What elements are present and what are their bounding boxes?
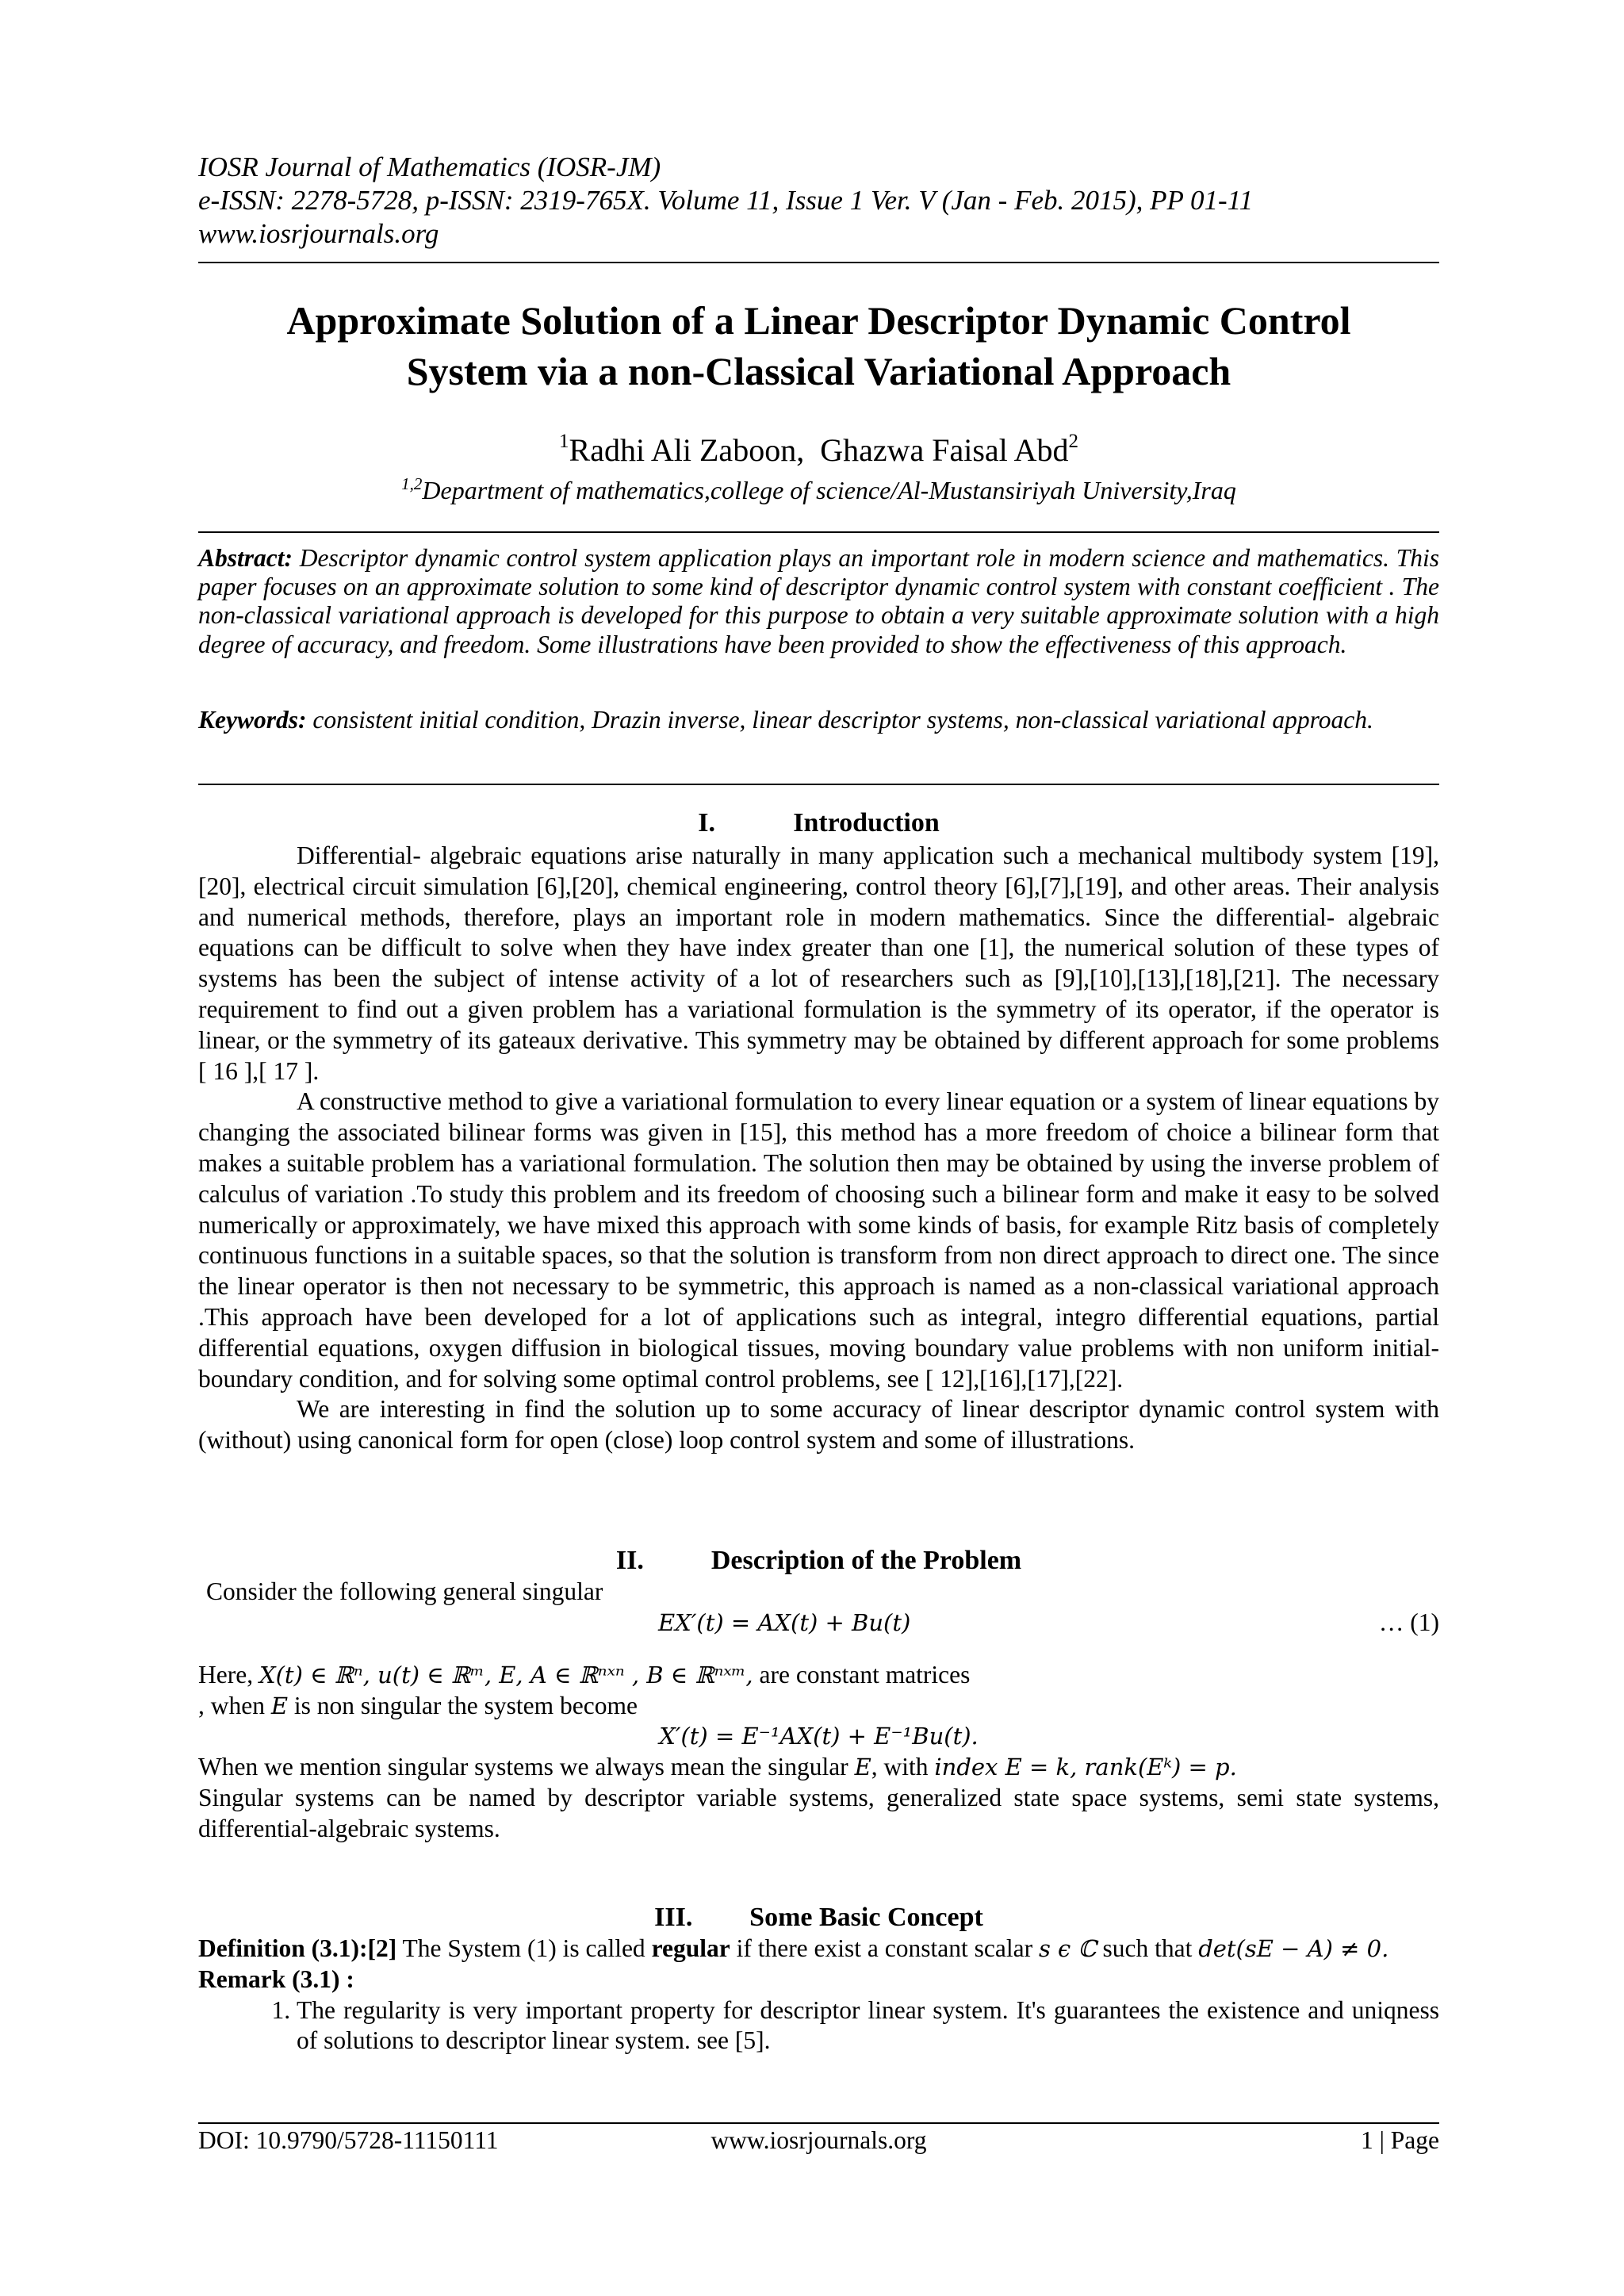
affiliation-sup: 1,2 [401,474,423,493]
keywords-text: consistent initial condition, Drazin inverse, linear descriptor systems, non-classical variational approach. [312,706,1373,734]
author-1: Radhi Ali Zaboon, [569,432,805,468]
section-2-number: II. [615,1546,644,1575]
keywords [198,706,1439,734]
definition-text-3: such that [1102,1934,1193,1962]
equation-2: X′(t) = E⁻¹AX(t) + E⁻¹Bu(t). [659,1723,979,1750]
abstract-bottom-rule [198,784,1439,785]
footer-doi: DOI: 10.9790/5728-11150111 [198,2126,499,2154]
mention-index-rank: index E = k, rank(Eᵏ) = p. [934,1754,1237,1781]
footer-rule [198,2122,1439,2124]
remark-item: 1. The regularity is very important property for descriptor linear system. It's guarantees the existence and uniqness of solutions to descriptor linear system. see [5]. [297,1995,1439,2057]
abstract-label: Abstract: [198,544,293,572]
section-1-title: Introduction [793,808,940,838]
header-rule [198,262,1439,263]
abstract-text: Descriptor dynamic control system application plays an important role in modern science and mathematics. This paper focuses on an approximate solution to some kind of descriptor dynamic control system with constant coefficient . The non-classical variational approach is developed for this purpose to obtain a very suitable approximate solution with a high degree of accuracy, and freedom. Some illustrations have been provided to show the effectiveness of this approach. [198,544,1440,658]
remark-label: Remark (3.1) : [198,1964,354,1993]
section-3-number: III. [654,1903,693,1932]
issn-line: e-ISSN: 2278-5728, p-ISSN: 2319-765X. Volume 11, Issue 1 Ver. V (Jan - Feb. 2015), PP 01-11 [198,185,1254,216]
abstract [198,544,1439,659]
footer-website: www.iosrjournals.org [710,2126,927,2154]
definition-text-2: if there exist a constant scalar [736,1934,1033,1962]
title-line-2: System via a non-Classical Variational Approach [406,349,1231,393]
intro-paragraph-3: We are interesting in find the solution up to some accuracy of linear descriptor dynamic control system with (without) using canonical form for open (close) loop control system and some of illustrations. [198,1395,1439,1455]
running-header [198,151,1439,251]
journal-name: IOSR Journal of Mathematics (IOSR-JM) [198,151,661,182]
definition-text-1: The System (1) is called [402,1934,645,1962]
definition-label: Definition (3.1):[2] [198,1934,397,1962]
here-suffix: are constant matrices [759,1660,971,1688]
when-line [198,1691,1439,1722]
author2-sup: 2 [1068,431,1078,452]
when-suffix: is non singular the system become [293,1691,638,1719]
introduction-body [198,841,1439,1456]
equation-2-row [198,1721,1439,1752]
basic-concept-body [198,1934,1439,2056]
mention-mid: , with [871,1753,929,1781]
equation-1-number: … (1) [1378,1608,1439,1636]
equation-1: EX′(t) = AX(t) + Bu(t) [658,1608,911,1636]
footer-page-number: 1 | Page [1360,2126,1439,2154]
here-math: X(t) ∈ ℝⁿ, u(t) ∈ ℝᵐ, E, A ∈ ℝⁿˣⁿ , B ∈ ℝⁿˣᵐ, [259,1661,753,1688]
journal-website: www.iosrjournals.org [198,218,439,249]
section-2-heading [198,1545,1439,1577]
definition-math-s: s ϵ ℂ [1038,1935,1097,1962]
author-2: Ghazwa Faisal Abd [820,432,1069,468]
definition-regular: regular [651,1934,730,1962]
intro-paragraph-1: Differential- algebraic equations arise naturally in many application such a mechanical multibody system [19],[20], electrical circuit simulation [6],[20], chemical engineering, control theory [6],[7],[19], and other areas. Their analysis and numerical methods, therefore, plays an important role in modern mathematics. Since the differential- algebraic equations can be difficult to solve when they have index greater than one [1], the numerical solution of these types of systems has been the subject of intense activity of a lot of researchers such as [9],[10],[13],[18],[21]. The necessary requirement to find out a given problem has a variational formulation is the symmetry of its operator, if the operator is linear, or the symmetry of its gateaux derivative. This symmetry may be obtained by different approach for some problems [ 16 ],[ 17 ]. [198,841,1439,1085]
affiliation-text: Department of mathematics,college of science/Al-Mustansiriyah University,Iraq [422,476,1236,504]
author-line [198,422,1439,470]
section-1-heading [198,807,1439,839]
section-3-title: Some Basic Concept [749,1903,983,1932]
mention-matrix-e: E [854,1754,871,1781]
section-3-heading [198,1902,1439,1934]
problem-intro: Consider the following general singular [206,1577,603,1605]
section-2-title: Description of the Problem [710,1546,1022,1575]
mention-prefix: When we mention singular systems we always mean the singular [198,1753,848,1781]
definition-math-det: det(sE − A) ≠ 0. [1198,1935,1389,1962]
when-matrix-e: E [270,1692,289,1719]
keywords-label: Keywords: [198,706,307,734]
abstract-top-rule [198,531,1439,533]
singular-systems-paragraph: Singular systems can be named by descriptor variable systems, generalized state space systems, semi state systems, differential-algebraic systems. [198,1783,1439,1842]
remark-list [198,1995,1439,2057]
definition-3-1 [198,1934,1439,1964]
mention-line [198,1752,1439,1783]
affiliation [198,468,1439,506]
here-prefix: Here, [198,1660,254,1688]
paper-title [198,295,1439,397]
when-prefix: , when [198,1691,265,1719]
author1-sup: 1 [559,431,569,452]
title-line-1: Approximate Solution of a Linear Descriptor Dynamic Control [286,298,1351,343]
problem-description [198,1577,1439,1845]
here-line [198,1660,1439,1691]
intro-paragraph-2: A constructive method to give a variational formulation to every linear equation or a system of linear equations by changing the associated bilinear forms was given in [15], this method has a more freedom of choice a bilinear form that makes a suitable problem has a variational formulation. The solution then may be obtained by using the inverse problem of calculus of variation .To study this problem and its freedom of choosing such a bilinear form and make it easy to be solved numerically or approximately, we have mixed this approach with some kinds of basis, for example Ritz basis of completely continuous functions in a suitable spaces, so that the solution is transform from non direct approach to direct one. The since the linear operator is then not necessary to be symmetric, this approach is named as a non-classical variational approach .This approach have been developed for a lot of applications such as integral, integro differential equations, partial differential equations, oxygen diffusion in biological tissues, moving boundary value problems with non uniform initial-boundary condition, and for solving some optimal control problems, see [ 12],[16],[17],[22]. [198,1087,1439,1393]
section-1-number: I. [698,808,715,838]
equation-1-row [198,1608,1439,1639]
